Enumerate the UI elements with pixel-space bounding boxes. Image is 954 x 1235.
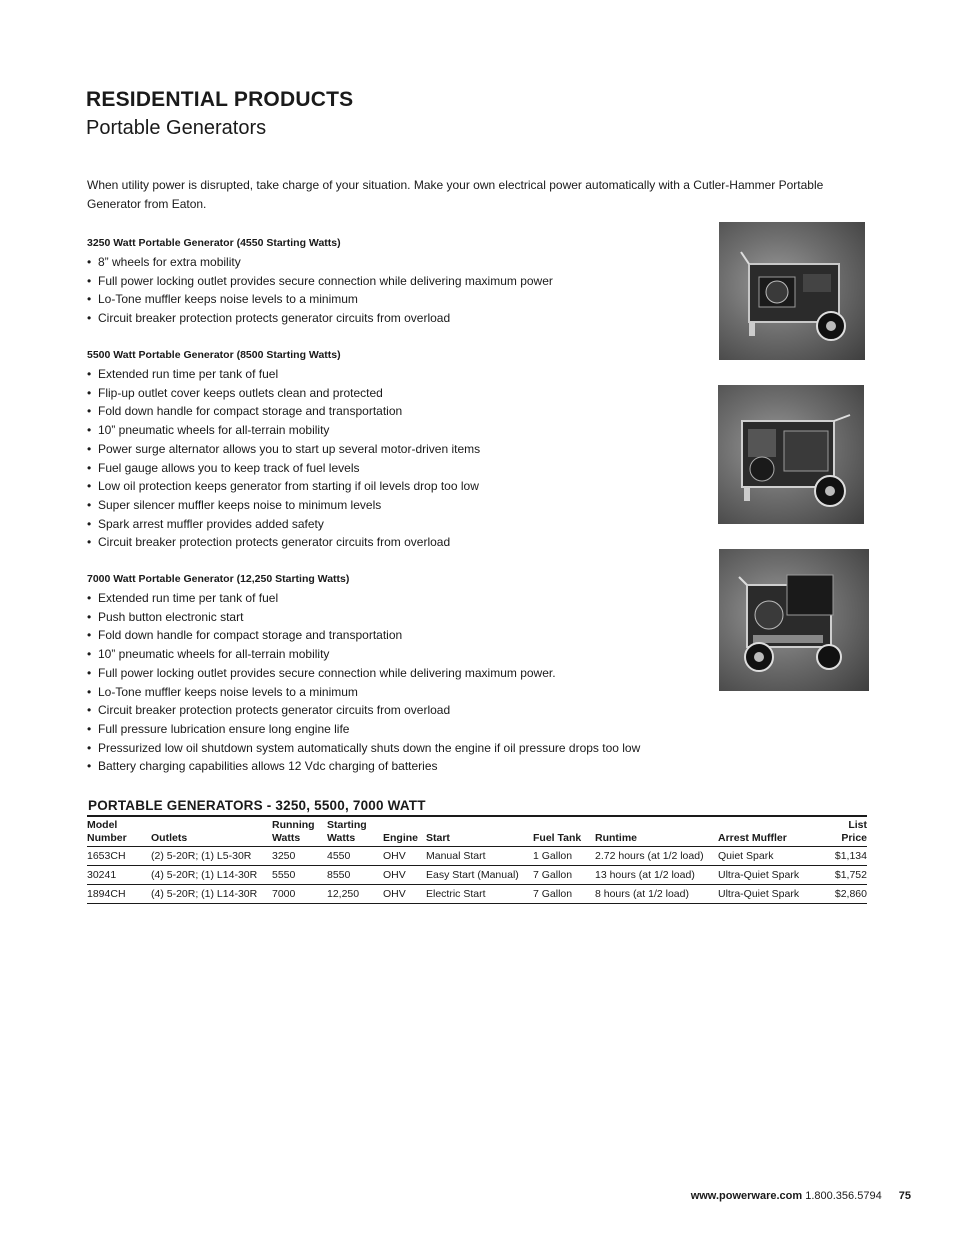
list-item: • Flip-up outlet cover keeps outlets clean and protected (87, 384, 697, 403)
table-top-rule (87, 815, 867, 817)
cell-arrest-muffler: Ultra-Quiet Spark (718, 866, 813, 885)
cell-start: Manual Start (426, 847, 533, 866)
cell-list-price: $2,860 (813, 885, 867, 904)
col-list-price: List Price (813, 818, 867, 847)
cell-outlets: (4) 5-20R; (1) L14-30R (151, 885, 272, 904)
cell-arrest-muffler: Quiet Spark (718, 847, 813, 866)
cell-runtime: 2.72 hours (at 1/2 load) (595, 847, 718, 866)
list-item: • Circuit breaker protection protects generator circuits from overload (87, 309, 697, 328)
list-item: • Fold down handle for compact storage and transportation (87, 626, 697, 645)
list-item: • Extended run time per tank of fuel (87, 365, 697, 384)
list-item: • Battery charging capabilities allows 12 Vdc charging of batteries (87, 757, 697, 776)
list-item: • Extended run time per tank of fuel (87, 589, 697, 608)
cell-engine: OHV (383, 885, 426, 904)
generator-7000-photo (719, 549, 869, 691)
table-row (87, 866, 867, 885)
list-item: • Super silencer muffler keeps noise to minimum levels (87, 496, 697, 515)
list-item: • Power surge alternator allows you to start up several motor-driven items (87, 440, 697, 459)
list-item: • 8” wheels for extra mobility (87, 253, 697, 272)
list-item: • Fuel gauge allows you to keep track of fuel levels (87, 459, 697, 478)
cell-runtime: 8 hours (at 1/2 load) (595, 885, 718, 904)
page-number: 75 (898, 1190, 911, 1202)
list-item: • 10” pneumatic wheels for all-terrain mobility (87, 645, 697, 664)
list-item: • Push button electronic start (87, 608, 697, 627)
product-7000 (87, 573, 697, 776)
list-item: • Fold down handle for compact storage and transportation (87, 402, 697, 421)
generator-icon (719, 549, 869, 691)
cell-running-watts: 3250 (272, 847, 327, 866)
table-row (87, 847, 867, 866)
list-item: • Pressurized low oil shutdown system automatically shuts down the engine if oil pressure drops too low (87, 739, 697, 758)
list-item: • Low oil protection keeps generator from starting if oil levels drop too low (87, 477, 697, 496)
cell-starting-watts: 4550 (327, 847, 383, 866)
list-item: • Full power locking outlet provides secure connection while delivering maximum power. (87, 664, 697, 683)
list-item: • Lo-Tone muffler keeps noise levels to a minimum (87, 683, 697, 702)
cell-outlets: (2) 5-20R; (1) L5-30R (151, 847, 272, 866)
footer-phone: 1.800.356.5794 (805, 1190, 882, 1202)
cell-list-price: $1,752 (813, 866, 867, 885)
list-item: • Lo-Tone muffler keeps noise levels to a minimum (87, 290, 697, 309)
col-runtime: Runtime (595, 818, 718, 847)
generator-icon (718, 385, 864, 524)
cell-fuel-tank: 7 Gallon (533, 885, 595, 904)
product-5500 (87, 349, 697, 552)
col-starting-watts: Starting Watts (327, 818, 383, 847)
cell-fuel-tank: 7 Gallon (533, 866, 595, 885)
col-outlets: Outlets (151, 818, 272, 847)
page-subtitle: Portable Generators (86, 117, 267, 139)
list-item: • 10” pneumatic wheels for all-terrain mobility (87, 421, 697, 440)
footer-url[interactable]: www.powerware.com (690, 1190, 803, 1202)
generator-5500-photo (718, 385, 864, 524)
cell-outlets: (4) 5-20R; (1) L14-30R (151, 866, 272, 885)
cell-fuel-tank: 1 Gallon (533, 847, 595, 866)
cell-running-watts: 5550 (272, 866, 327, 885)
list-item: • Full pressure lubrication ensure long engine life (87, 720, 697, 739)
col-fuel-tank: Fuel Tank (533, 818, 595, 847)
feature-list (87, 589, 697, 776)
col-running-watts: Running Watts (272, 818, 327, 847)
list-item: • Spark arrest muffler provides added safety (87, 515, 697, 534)
intro-paragraph: When utility power is disrupted, take charge of your situation. Make your own electrical power automatically with a Cutler-Hammer Portable Generator from Eaton. (87, 178, 824, 211)
cell-engine: OHV (383, 847, 426, 866)
cell-model: 1894CH (87, 885, 151, 904)
page-title: RESIDENTIAL PRODUCTS (86, 88, 354, 111)
list-item: • Circuit breaker protection protects generator circuits from overload (87, 701, 697, 720)
cell-running-watts: 7000 (272, 885, 327, 904)
list-item: • Full power locking outlet provides secure connection while delivering maximum power (87, 272, 697, 291)
feature-list (87, 253, 697, 328)
generator-icon (719, 222, 865, 360)
list-item: • Circuit breaker protection protects generator circuits from overload (87, 533, 697, 552)
cell-model: 30241 (87, 866, 151, 885)
col-start: Start (426, 818, 533, 847)
generator-3250-photo (719, 222, 865, 360)
page-footer (691, 1190, 911, 1202)
cell-start: Easy Start (Manual) (426, 866, 533, 885)
product-heading: 5500 Watt Portable Generator (8500 Starting Watts) (87, 349, 341, 361)
feature-list (87, 365, 697, 552)
cell-starting-watts: 8550 (327, 866, 383, 885)
col-model: Model Number (87, 818, 151, 847)
cell-runtime: 13 hours (at 1/2 load) (595, 866, 718, 885)
cell-list-price: $1,134 (813, 847, 867, 866)
cell-start: Electric Start (426, 885, 533, 904)
col-arrest-muffler: Arrest Muffler (718, 818, 813, 847)
table-header-row (87, 818, 867, 847)
spec-table (87, 818, 867, 904)
cell-model: 1653CH (87, 847, 151, 866)
table-row (87, 885, 867, 904)
cell-arrest-muffler: Ultra-Quiet Spark (718, 885, 813, 904)
product-heading: 3250 Watt Portable Generator (4550 Starting Watts) (87, 237, 341, 249)
product-heading: 7000 Watt Portable Generator (12,250 Starting Watts) (87, 573, 350, 585)
table-title: PORTABLE GENERATORS - 3250, 5500, 7000 WATT (88, 798, 426, 813)
col-engine: Engine (383, 818, 426, 847)
cell-starting-watts: 12,250 (327, 885, 383, 904)
product-3250 (87, 237, 697, 328)
cell-engine: OHV (383, 866, 426, 885)
